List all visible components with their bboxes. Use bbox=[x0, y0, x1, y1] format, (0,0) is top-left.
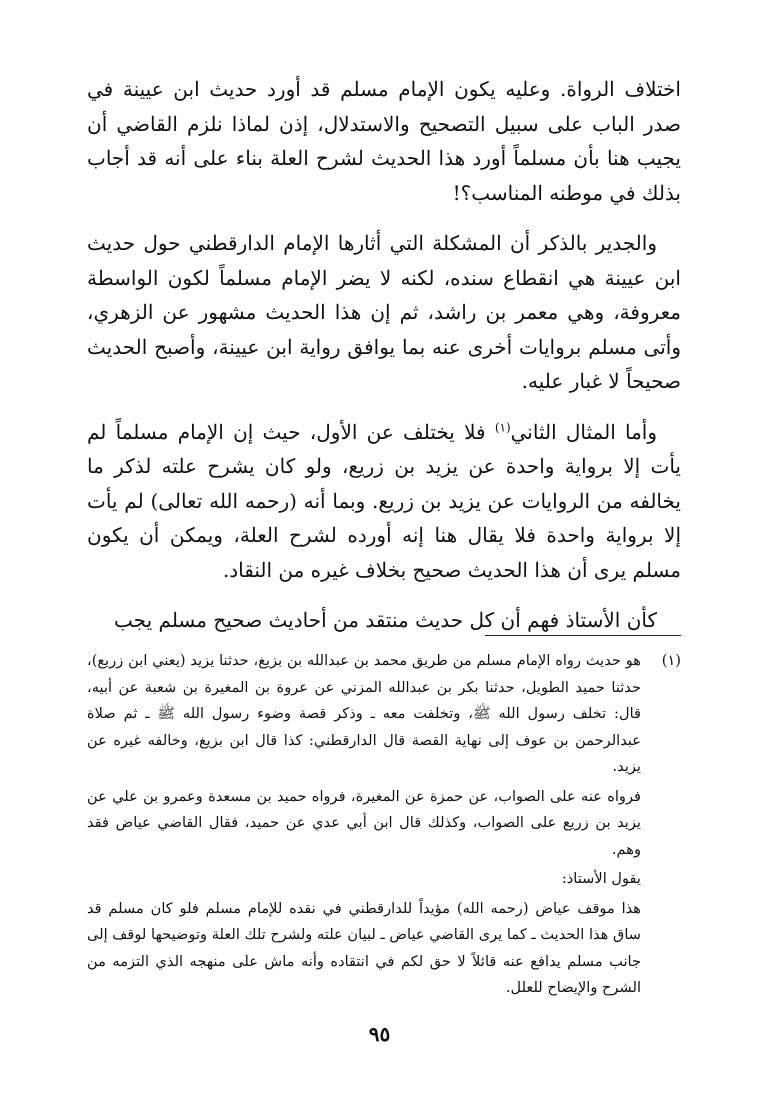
footnote-paragraph-2: فرواه عنه على الصواب، عن حمزة عن المغيرة، فرواه حميد بن مسعدة وعمرو بن علي عن يزيد بن زريع على الصواب، وكذلك قال ابن أبي عدي عن حميد، فقال القاضي عياض فقد وهم. bbox=[87, 787, 641, 858]
main-paragraph-4: كأن الأستاذ فهم أن كل حديث منتقد من أحاديث صحيح مسلم يجب bbox=[114, 608, 657, 632]
footnotes-section bbox=[87, 648, 681, 1005]
footnote-body bbox=[87, 648, 641, 1005]
main-text-body bbox=[87, 72, 681, 654]
footnote-paragraph-1: هو حديث رواه الإمام مسلم من طريق محمد بن عبدالله بن بزيغ، حدثنا يزيد (يعني ابن زريع)، حدثنا حميد الطويل، حدثنا بكر بن عبدالله المزني عن عروة بن المغيرة بن شعبة عن أبيه، قال: تخلف رسول الله ﷺ، وتخلفت معه ـ وذكر قصة وضوء رسول الله ﷺ ـ ثم صلاة عبدالرحمن بن عوف إلى نهاية القصة قال الدارقطني: كذا قال ابن بزيغ، وخالفه غيره عن يزيد. bbox=[87, 652, 641, 775]
footnote-number: (١) bbox=[661, 652, 681, 669]
footnote-paragraph-3: يقول الأستاذ: bbox=[561, 870, 641, 887]
main-paragraph-2: والجدير بالذكر أن المشكلة التي أثارها الإمام الدارقطني حول حديث ابن عيينة هي انقطاع سنده، لكنه لا يضر الإمام مسلماً لكون الواسطة معروفة، وهي معمر بن راشد، ثم إن هذا الحديث مشهور عن الزهري، وأتى مسلم بروايات أخرى عنه بما يوافق رواية ابن عيينة، وأصبح الحديث صحيحاً لا غبار عليه. bbox=[87, 231, 681, 393]
footnote-1 bbox=[87, 648, 681, 1005]
main-paragraph-3 bbox=[87, 415, 681, 588]
footnote-separator bbox=[485, 635, 681, 636]
footnote-paragraph-4: هذا موقف عياض (رحمه الله) مؤيداً للدارقطني في نقده للإمام مسلم فلو كان مسلم قد ساق هذا الحديث ـ كما يرى القاضي عياض ـ لبيان علته ولشرح تلك العلة وتوضيحها لوقف إلى جانب مسلم يدافع عنه قائلاً لا حق لكم في انتقاده وأنه ماش على منهجه الذي التزمه من الشرح والإيضاح للعلل. bbox=[87, 899, 641, 996]
paragraph-3-lead: وأما المثال الثاني bbox=[510, 419, 658, 444]
page-number: ٩٥ bbox=[368, 1022, 391, 1046]
footnote-marker: (١) bbox=[494, 419, 511, 434]
paragraph-3-rest: فلا يختلف عن الأول، حيث إن الإمام مسلماً لم يأت إلا برواية واحدة عن يزيد بن زريع، ولو كان يشرح علته لذكر ما يخالفه من الروايات عن يزيد بن زريع. وبما أنه (رحمه الله تعالى) لم يأت إلا برواية واحدة فلا يقال هنا إنه أورده لشرح العلة، ويمكن أن يكون مسلم يرى أن هذا الحديث صحيح بخلاف غيره من النقاد. bbox=[87, 419, 681, 582]
main-paragraph-1: اختلاف الرواة. وعليه يكون الإمام مسلم قد أورد حديث ابن عيينة في صدر الباب على سبيل التصحيح والاستدلال، إذن لماذا نلزم القاضي أن يجيب هنا بأن مسلماً أورد هذا الحديث لشرح العلة بناء على أنه قد أجاب بذلك في موطنه المناسب؟! bbox=[87, 77, 681, 205]
